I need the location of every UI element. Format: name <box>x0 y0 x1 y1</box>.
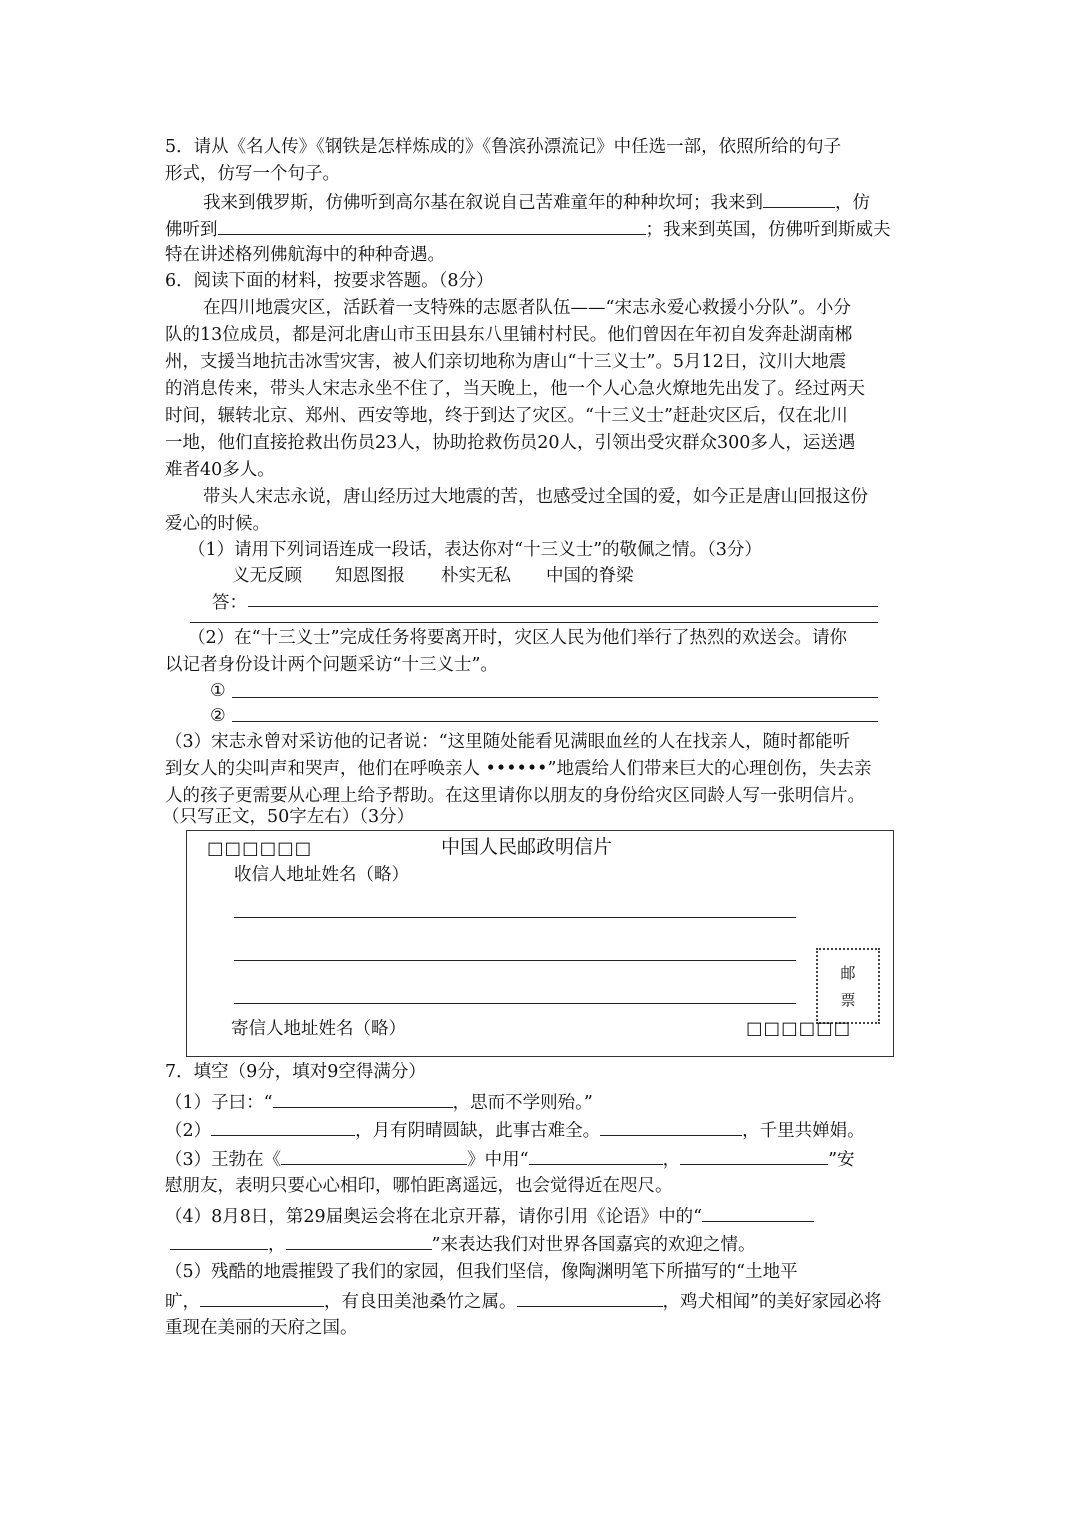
q6-sub2-line1: （2）在“十三义士”完成任务将要离开时，灾区人民为他们举行了热烈的欢送会。请你 <box>188 628 848 648</box>
stamp-label-2: 票 <box>840 991 856 1009</box>
fill-blank[interactable] <box>702 1204 814 1222</box>
answer-line[interactable] <box>248 606 878 607</box>
q5-line5: 特在讲述格列佛航海中的种种奇遇。 <box>165 245 445 265</box>
fill-blank[interactable] <box>211 1118 355 1136</box>
q7-item-2 <box>165 1118 865 1142</box>
q7-title: 7．填空（9分，填对9空得满分） <box>165 1062 426 1082</box>
answer-line[interactable] <box>190 622 878 623</box>
q7-text: ， <box>268 1235 286 1255</box>
question-line-2[interactable] <box>232 721 878 722</box>
q7-item-4 <box>165 1204 814 1228</box>
postcard-write-line[interactable] <box>234 1003 796 1004</box>
q7-text: ”来表达我们对世界各国嘉宾的欢迎之情。 <box>431 1235 756 1255</box>
q6-question-marker: ① <box>210 681 226 701</box>
postcode-boxes-top: □□□□□□ <box>207 839 313 859</box>
q7-text: 旷， <box>165 1292 200 1312</box>
q6-word: 知恩图报 <box>335 566 405 586</box>
q6-sub1: （1）请用下列词语连成一段话，表达你对“十三义士”的敬佩之情。（3分） <box>188 540 762 560</box>
q6-para-line: 难者40多人。 <box>165 460 275 480</box>
q6-para-line: 的消息传来，带头人宋志永坐不住了，当天晚上，他一个人心急火燎地先出发了。经过两天 <box>165 379 865 399</box>
fill-blank[interactable] <box>600 1118 742 1136</box>
stamp-box <box>816 948 880 1024</box>
q5-line2: 形式，仿写一个句子。 <box>165 164 340 184</box>
postcard-write-line[interactable] <box>234 960 796 961</box>
fill-blank[interactable] <box>529 1147 663 1165</box>
q6-para-line: 带头人宋志永说，唐山经历过大地震的苦，也感受过全国的爱，如今正是唐山回报这份 <box>203 487 868 507</box>
q7-text: （2） <box>165 1121 212 1141</box>
q6-para-line: 在四川地震灾区，活跃着一支特殊的志愿者队伍——“宋志永爱心救援小分队”。小分 <box>203 298 851 318</box>
q6-word: 中国的脊梁 <box>546 566 634 586</box>
q7-text: 》中用“ <box>467 1150 529 1170</box>
q7-item-4-cont <box>170 1232 755 1256</box>
q7-text: ”安 <box>828 1150 855 1170</box>
q6-sub3-line: （3）宋志永曾对采访他的记者说：“这里随处能看见满眼血丝的人在找亲人，随时都能听 <box>165 732 851 752</box>
q6-para-line: 爱心的时候。 <box>165 514 270 534</box>
question-line-1[interactable] <box>232 697 878 698</box>
q7-text: ，有良田美池桑竹之属。 <box>324 1292 517 1312</box>
fill-blank[interactable] <box>281 1147 467 1165</box>
postcard-write-line[interactable] <box>234 917 796 918</box>
q6-word: 朴实无私 <box>441 566 511 586</box>
postcard-header: 中国人民邮政明信片 <box>441 836 613 858</box>
q5-line3-tail: ，仿 <box>835 193 870 213</box>
q7-item-5: （5）残酷的地震摧毁了我们的家园，但我们坚信，像陶渊明笔下所描写的“土地平 <box>165 1262 798 1282</box>
q6-word: 义无反顾 <box>232 566 302 586</box>
postcard-recipient: 收信人地址姓名（略） <box>234 865 409 885</box>
fill-blank[interactable] <box>680 1147 828 1165</box>
q6-para-line: 州，支援当地抗击冰雪灾害，被人们亲切地称为唐山“十三义士”。5月12日，汶川大地震 <box>165 352 847 372</box>
q6-para-line: 时间，辗转北京、郑州、西安等地，终于到达了灾区。“十三义士”赶赴灾区后，仅在北川 <box>165 406 848 426</box>
fill-blank[interactable] <box>200 1289 324 1307</box>
q7-item-5-cont <box>165 1289 881 1313</box>
q6-title: 6．阅读下面的材料，按要求答题。（8分） <box>165 271 494 291</box>
q5-line3 <box>203 190 870 214</box>
q7-text: ，月有阴晴圆缺，此事古难全。 <box>355 1121 601 1141</box>
q7-text: ，千里共婵娟。 <box>742 1121 865 1141</box>
q5-line4-tail: ；我来到英国，仿佛听到斯威夫 <box>645 220 891 240</box>
fill-blank[interactable] <box>170 1232 268 1250</box>
q7-item-3 <box>165 1147 855 1171</box>
q5-blank-1[interactable] <box>763 190 835 208</box>
q5-line1: 5．请从《名人传》《钢铁是怎样炼成的》《鲁滨孙漂流记》中任选一部，依照所给的句子 <box>165 137 842 157</box>
postcode-boxes-bottom: □□□□□□ <box>746 1019 852 1039</box>
q7-item-1 <box>165 1090 593 1114</box>
fill-blank[interactable] <box>286 1232 432 1250</box>
q6-question-marker: ② <box>210 706 226 726</box>
q7-text: （1）子曰：“ <box>165 1093 273 1113</box>
q6-sub3-line: （只写正文，50字左右）（3分） <box>162 807 415 827</box>
q6-sub3-line: 到女人的尖叫声和哭声，他们在呼唤亲人 ••••••”地震给人们带来巨大的心理创伤，失去亲 <box>165 759 872 779</box>
q6-sub2-line2: 以记者身份设计两个问题采访“十三义士”。 <box>165 655 498 675</box>
q5-line4-head: 佛听到 <box>165 220 218 240</box>
q6-sub3-line: 人的孩子更需要从心理上给予帮助。在这里请你以朋友的身份给灾区同龄人写一张明信片。 <box>165 786 865 806</box>
q7-item-5-end: 重现在美丽的天府之国。 <box>165 1318 358 1338</box>
q7-text: （3）王勃在《 <box>165 1150 282 1170</box>
stamp-label-1: 邮 <box>840 964 856 982</box>
q6-answer-label: 答： <box>212 593 247 613</box>
q7-text: ，鸡犬相闻”的美好家园必将 <box>662 1292 882 1312</box>
q7-item-3-cont: 慰朋友，表明只要心心相印，哪怕距离遥远，也会觉得近在咫尺。 <box>165 1176 673 1196</box>
q6-para-line: 队的13位成员，都是河北唐山市玉田县东八里铺村村民。他们曾因在年初自发奔赴湖南郴 <box>165 325 853 345</box>
q6-para-line: 一地，他们直接抢救出伤员23人，协助抢救伤员20人，引领出受灾群众300多人，运送遇 <box>165 433 856 453</box>
q5-line4 <box>165 217 891 241</box>
postcard-sender: 寄信人地址姓名（略） <box>231 1019 406 1039</box>
q5-blank-2[interactable] <box>218 217 646 235</box>
q5-line3-text: 我来到俄罗斯，仿佛听到高尔基在叙说自己苦难童年的种种坎坷；我来到 <box>203 193 763 213</box>
fill-blank[interactable] <box>517 1289 663 1307</box>
q7-text: ， <box>662 1150 681 1170</box>
q7-text: ，思而不学则殆。” <box>452 1093 593 1113</box>
q7-text: （4）8月8日，第29届奥运会将在北京开幕，请你引用《论语》中的“ <box>165 1207 703 1227</box>
fill-blank[interactable] <box>273 1090 453 1108</box>
